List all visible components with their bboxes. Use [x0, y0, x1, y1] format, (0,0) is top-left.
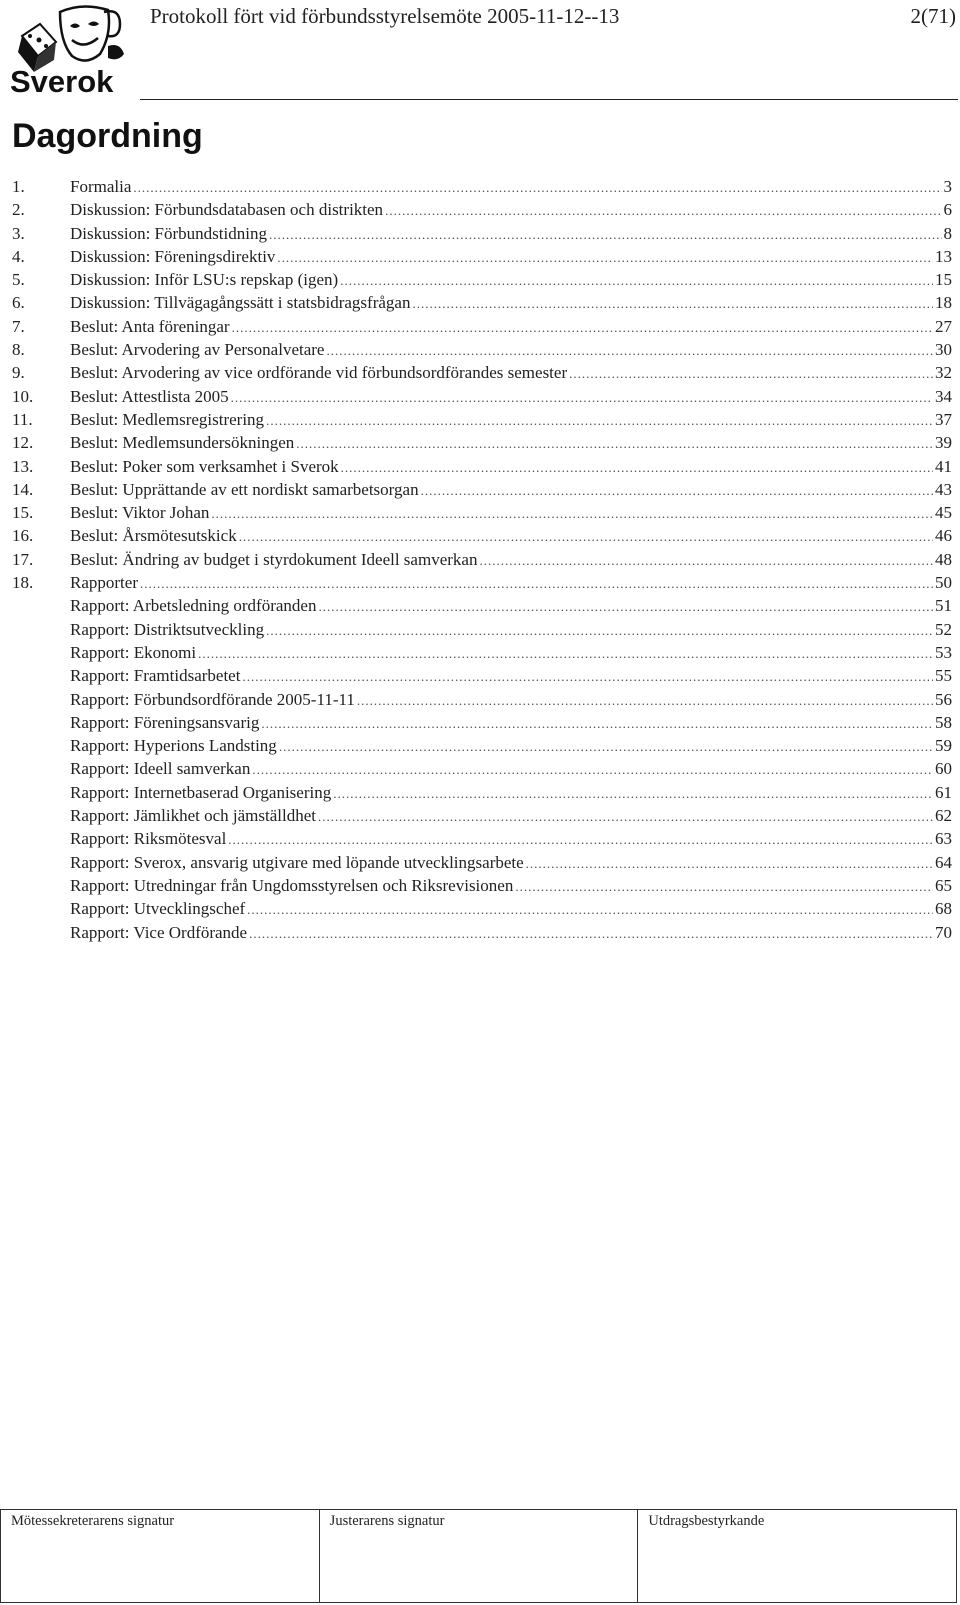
- signature-footer: [0, 1509, 957, 1603]
- toc-dot-leader: [318, 595, 933, 618]
- header-divider: [140, 99, 958, 100]
- toc-entry-title: Rapport: Framtidsarbetet: [70, 666, 241, 686]
- sverok-logo: [8, 2, 138, 98]
- toc-entry[interactable]: [12, 501, 952, 524]
- toc-entry-title: Diskussion: Föreningsdirektiv: [70, 246, 276, 266]
- toc-entry-title: Beslut: Medlemsregistrering: [70, 409, 265, 429]
- toc-entry-page: 51: [935, 596, 952, 616]
- toc-entry[interactable]: [12, 711, 952, 734]
- toc-dot-leader: [247, 898, 933, 921]
- toc-entry-page: 60: [935, 759, 952, 779]
- toc-entry[interactable]: [12, 804, 952, 827]
- toc-entry[interactable]: [12, 874, 952, 897]
- toc-entry-page: 6: [943, 200, 952, 220]
- toc-entry[interactable]: [12, 268, 952, 291]
- toc-dot-leader: [412, 292, 933, 315]
- toc-entry-title: Rapport: Föreningsansvarig: [70, 712, 260, 732]
- toc-entry-page: 56: [935, 689, 952, 709]
- toc-entry[interactable]: [12, 198, 952, 221]
- toc-entry[interactable]: [12, 781, 952, 804]
- toc-entry-page: 8: [943, 223, 952, 243]
- toc-entry-number: 6.: [12, 293, 25, 313]
- page-header: [0, 0, 960, 102]
- toc-entry[interactable]: [12, 222, 952, 245]
- toc-dot-leader: [249, 922, 933, 945]
- toc-dot-leader: [133, 176, 941, 199]
- toc-dot-leader: [198, 642, 933, 665]
- toc-dot-leader: [526, 852, 933, 875]
- agenda-heading: Dagordning: [12, 117, 203, 155]
- secretary-signature-cell: Mötessekreterarens signatur: [1, 1510, 320, 1602]
- toc-entry[interactable]: [12, 315, 952, 338]
- toc-dot-leader: [296, 432, 933, 455]
- toc-entry-title: Rapport: Sverox, ansvarig utgivare med löpande utvecklingsarbete: [70, 852, 524, 872]
- toc-entry[interactable]: [12, 897, 952, 920]
- toc-entry-page: 39: [935, 433, 952, 453]
- toc-dot-leader: [479, 549, 933, 572]
- toc-entry-page: 27: [935, 316, 952, 336]
- toc-entry-title: Beslut: Arvodering av vice ordförande vid förbundsordförandes semester: [70, 363, 568, 383]
- toc-entry-title: Beslut: Viktor Johan: [70, 503, 210, 523]
- toc-entry-page: 30: [935, 340, 952, 360]
- page-number: 2(71): [910, 4, 956, 28]
- table-of-contents: [12, 175, 952, 944]
- toc-entry-page: 63: [935, 829, 952, 849]
- toc-entry[interactable]: [12, 641, 952, 664]
- toc-entry-number: 9.: [12, 363, 25, 383]
- toc-entry-page: 32: [935, 363, 952, 383]
- toc-dot-leader: [326, 339, 933, 362]
- toc-dot-leader: [357, 689, 933, 712]
- toc-entry-number: 10.: [12, 386, 34, 406]
- toc-entry-title: Beslut: Medlemsundersökningen: [70, 433, 295, 453]
- toc-dot-leader: [269, 223, 942, 246]
- toc-entry-page: 53: [935, 642, 952, 662]
- toc-entry-page: 41: [935, 456, 952, 476]
- toc-entry-page: 64: [935, 852, 952, 872]
- toc-entry[interactable]: [12, 618, 952, 641]
- toc-entry[interactable]: [12, 385, 952, 408]
- toc-entry-number: 7.: [12, 316, 25, 336]
- toc-dot-leader: [277, 246, 933, 269]
- toc-entry-page: 15: [935, 270, 952, 290]
- toc-entry-title: Rapport: Ideell samverkan: [70, 759, 251, 779]
- toc-dot-leader: [266, 619, 933, 642]
- toc-entry[interactable]: [12, 548, 952, 571]
- toc-dot-leader: [341, 456, 933, 479]
- toc-dot-leader: [239, 525, 933, 548]
- toc-dot-leader: [261, 712, 933, 735]
- toc-entry-title: Rapport: Arbetsledning ordföranden: [70, 596, 317, 616]
- toc-entry[interactable]: [12, 455, 952, 478]
- toc-entry[interactable]: [12, 734, 952, 757]
- toc-entry-number: 16.: [12, 526, 34, 546]
- toc-entry-number: 12.: [12, 433, 34, 453]
- toc-entry-number: 3.: [12, 223, 25, 243]
- toc-dot-leader: [279, 735, 933, 758]
- toc-entry-title: Beslut: Upprättande av ett nordiskt samarbetsorgan: [70, 479, 419, 499]
- toc-entry-title: Formalia: [70, 177, 132, 196]
- toc-entry-title: Rapport: Förbundsordförande 2005-11-11: [70, 689, 355, 709]
- toc-entry-number: 18.: [12, 573, 34, 593]
- toc-entry[interactable]: [12, 175, 952, 198]
- toc-dot-leader: [228, 828, 933, 851]
- toc-entry-title: Diskussion: Förbundstidning: [70, 223, 267, 243]
- toc-entry-page: 65: [935, 875, 952, 895]
- toc-entry[interactable]: [12, 245, 952, 268]
- toc-entry-title: Beslut: Poker som verksamhet i Sverok: [70, 456, 339, 476]
- toc-entry-number: 4.: [12, 246, 25, 266]
- toc-entry[interactable]: [12, 851, 952, 874]
- toc-entry-number: 11.: [12, 409, 33, 429]
- toc-dot-leader: [252, 758, 933, 781]
- toc-entry-title: Rapport: Internetbaserad Organisering: [70, 782, 332, 802]
- toc-entry-title: Rapport: Hyperions Landsting: [70, 736, 277, 756]
- toc-entry-title: Rapport: Utvecklingschef: [70, 899, 246, 919]
- toc-entry-title: Rapport: Utredningar från Ungdomsstyrelsen och Riksrevisionen: [70, 875, 514, 895]
- toc-entry-title: Rapport: Riksmötesval: [70, 829, 227, 849]
- toc-entry-page: 46: [935, 526, 952, 546]
- adjuster-signature-cell: Justerarens signatur: [320, 1510, 639, 1602]
- toc-dot-leader: [231, 386, 933, 409]
- toc-dot-leader: [421, 479, 933, 502]
- toc-entry-title: Rapport: Jämlikhet och jämställdhet: [70, 806, 316, 826]
- toc-entry-title: Rapport: Distriktsutveckling: [70, 619, 265, 639]
- toc-entry-number: 2.: [12, 200, 25, 220]
- toc-entry-title: Diskussion: Förbundsdatabasen och distrikten: [70, 200, 384, 220]
- toc-entry-page: 55: [935, 666, 952, 686]
- toc-entry-page: 18: [935, 293, 952, 313]
- toc-entry-page: 52: [935, 619, 952, 639]
- toc-dot-leader: [569, 362, 933, 385]
- toc-entry-number: 5.: [12, 270, 25, 290]
- toc-entry[interactable]: [12, 571, 952, 594]
- extract-certification-cell: Utdragsbestyrkande: [648, 1513, 765, 1529]
- toc-entry[interactable]: [12, 478, 952, 501]
- toc-entry-title: Diskussion: Inför LSU:s repskap (igen): [70, 270, 339, 290]
- toc-entry[interactable]: [12, 827, 952, 850]
- toc-dot-leader: [266, 409, 933, 432]
- toc-entry-page: 48: [935, 549, 952, 569]
- toc-dot-leader: [333, 782, 933, 805]
- toc-entry[interactable]: [12, 338, 952, 361]
- toc-entry[interactable]: [12, 921, 952, 944]
- toc-entry-page: 59: [935, 736, 952, 756]
- toc-entry-page: 62: [935, 806, 952, 826]
- toc-entry-number: 15.: [12, 503, 34, 523]
- toc-entry-page: 45: [935, 503, 952, 523]
- toc-entry-number: 13.: [12, 456, 34, 476]
- toc-entry-page: 58: [935, 712, 952, 732]
- toc-entry[interactable]: [12, 291, 952, 314]
- toc-dot-leader: [211, 502, 933, 525]
- toc-dot-leader: [340, 269, 933, 292]
- toc-dot-leader: [385, 199, 941, 222]
- toc-entry-page: 3: [943, 177, 952, 196]
- toc-entry-page: 68: [935, 899, 952, 919]
- toc-entry-title: Rapport: Vice Ordförande: [70, 922, 248, 942]
- toc-entry-number: 1.: [12, 177, 25, 196]
- toc-entry[interactable]: [12, 524, 952, 547]
- document-title: Protokoll fört vid förbundsstyrelsemöte 2005-11-12--13: [150, 4, 620, 28]
- toc-entry-page: 37: [935, 409, 952, 429]
- toc-entry-title: Rapport: Ekonomi: [70, 642, 197, 662]
- toc-entry[interactable]: [12, 757, 952, 780]
- toc-dot-leader: [318, 805, 933, 828]
- toc-entry-title: Beslut: Ändring av budget i styrdokument Ideell samverkan: [70, 549, 478, 569]
- toc-entry[interactable]: [12, 664, 952, 687]
- toc-entry-title: Rapporter: [70, 573, 138, 593]
- toc-entry-page: 43: [935, 479, 952, 499]
- toc-dot-leader: [140, 572, 933, 595]
- sverok-logo-mark: [8, 2, 138, 98]
- toc-entry-page: 61: [935, 782, 952, 802]
- toc-entry-title: Beslut: Anta föreningar: [70, 316, 230, 336]
- toc-dot-leader: [232, 316, 933, 339]
- toc-entry-title: Diskussion: Tillvägagångssätt i statsbidragsfrågan: [70, 293, 411, 313]
- toc-entry-number: 17.: [12, 549, 34, 569]
- toc-entry-page: 50: [935, 573, 952, 593]
- toc-dot-leader: [242, 665, 933, 688]
- toc-dot-leader: [515, 875, 933, 898]
- toc-entry-number: 14.: [12, 479, 34, 499]
- toc-entry-page: 70: [935, 922, 952, 942]
- toc-entry[interactable]: [12, 431, 952, 454]
- toc-entry[interactable]: [12, 361, 952, 384]
- toc-entry[interactable]: [12, 408, 952, 431]
- toc-entry[interactable]: [12, 688, 952, 711]
- toc-entry-page: 13: [935, 246, 952, 266]
- toc-entry-title: Beslut: Attestlista 2005: [70, 386, 229, 406]
- toc-entry-number: 8.: [12, 340, 25, 360]
- sverok-wordmark: Sverok: [10, 64, 114, 98]
- toc-entry-page: 34: [935, 386, 952, 406]
- toc-entry[interactable]: [12, 594, 952, 617]
- toc-entry-title: Beslut: Arvodering av Personalvetare: [70, 340, 325, 360]
- toc-entry-title: Beslut: Årsmötesutskick: [70, 526, 237, 546]
